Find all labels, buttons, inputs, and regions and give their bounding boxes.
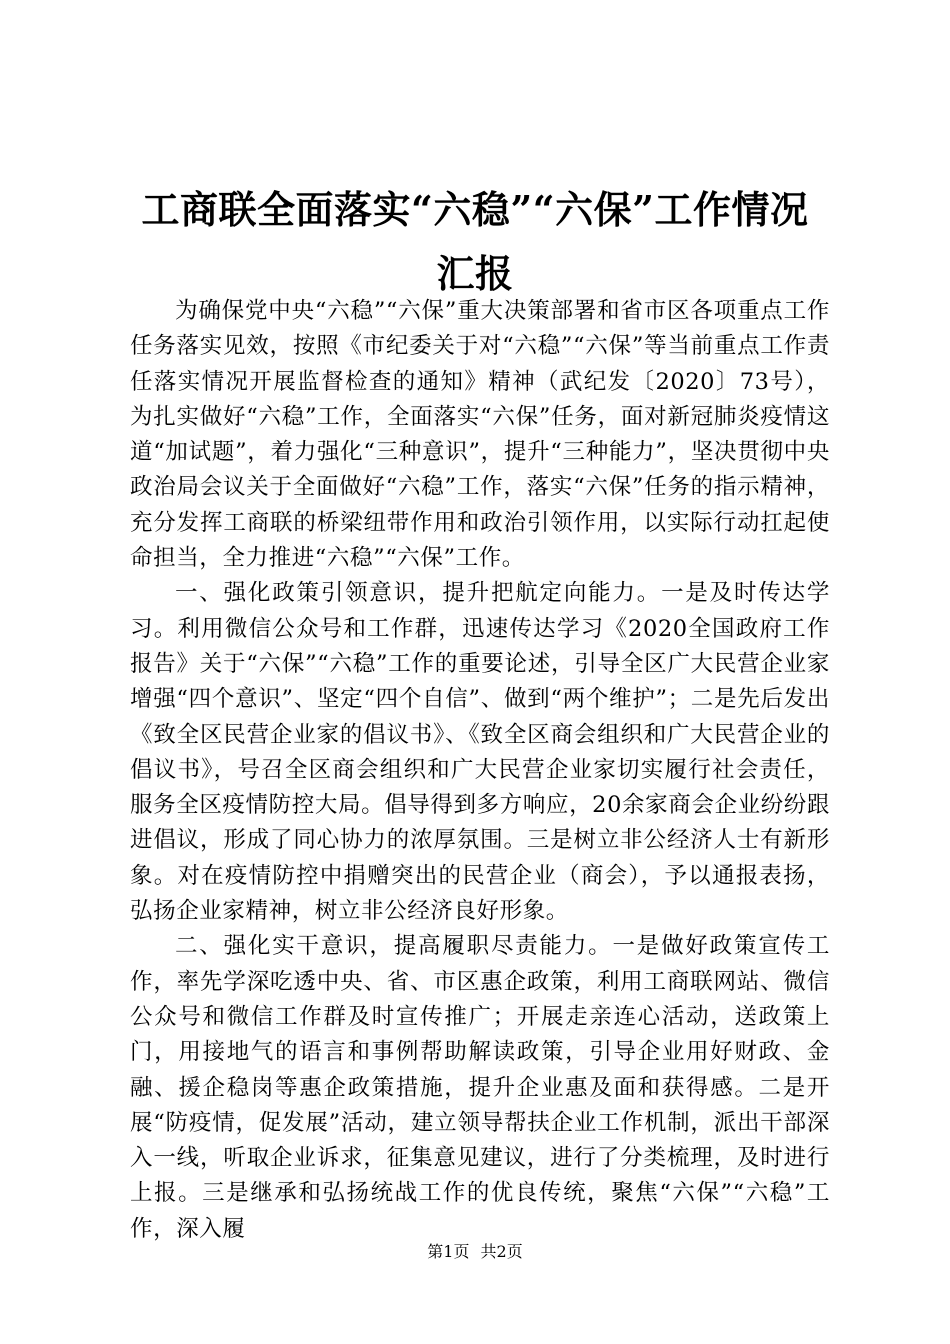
section-one-paragraph: 一、强化政策引领意识，提升把航定向能力。一是及时传达学习。利用微信公众号和工作群，迅速传达学习《2020全国政府工作报告》关于“六保”“六稳”工作的重要论述，引导全区广大民营企业家增强“四个意识”、坚定“四个自信”、做到“两个维护”；二是先后发出《致全区民营企业家的倡议书》、《致全区商会组织和广大民营企业的倡议书》，号召全区商会组织和广大民营企业家切实履行社会责任，服务全区疫情防控大局。倡导得到多方响应，20余家商会企业纷纷跟进倡议，形成了同心协力的浓厚氛围。三是树立非公经济人士有新形象。对在疫情防控中捐赠突出的民营企业（商会），予以通报表扬，弘扬企业家精神，树立非公经济良好形象。 xyxy=(130,580,830,925)
document-title: 工商联全面落实“六稳”“六保”工作情况汇报 xyxy=(141,187,809,296)
section-two-paragraph: 二、强化实干意识，提高履职尽责能力。一是做好政策宣传工作，率先学深吃透中央、省、市区惠企政策，利用工商联网站、微信公众号和微信工作群及时宣传推广；开展走亲连心活动，送政策上门，用接地气的语言和事例帮助解读政策，引导企业用好财政、金融、援企稳岗等惠企政策措施，提升企业惠及面和获得感。二是开展“防疫情，促发展”活动，建立领导帮扶企业工作机制，派出干部深入一线，听取企业诉求，征集意见建议，进行了分类梳理，及时进行上报。三是继承和弘扬统战工作的优良传统，聚焦“六保”“六稳”工作，深入履 xyxy=(130,933,830,1242)
intro-paragraph: 为确保党中央“六稳”“六保”重大决策部署和省市区各项重点工作任务落实见效，按照《市纪委关于对“六稳”“六保”等当前重点工作责任落实情况开展监督检查的通知》精神（武纪发〔2020〕73号），为扎实做好“六稳”工作，全面落实“六保”任务，面对新冠肺炎疫情这道“加试题”，着力强化“三种意识”，提升“三种能力”，坚决贯彻中央政治局会议关于全面做好“六稳”工作，落实“六保”任务的指示精神，充分发挥工商联的桥梁纽带作用和政治引领作用，以实际行动扛起使命担当，全力推进“六稳”“六保”工作。 xyxy=(130,298,830,572)
page-number: 第1页 xyxy=(427,1242,470,1261)
document-body xyxy=(130,294,830,1247)
page-total: 共2页 xyxy=(480,1242,523,1261)
page-footer xyxy=(0,1242,950,1262)
